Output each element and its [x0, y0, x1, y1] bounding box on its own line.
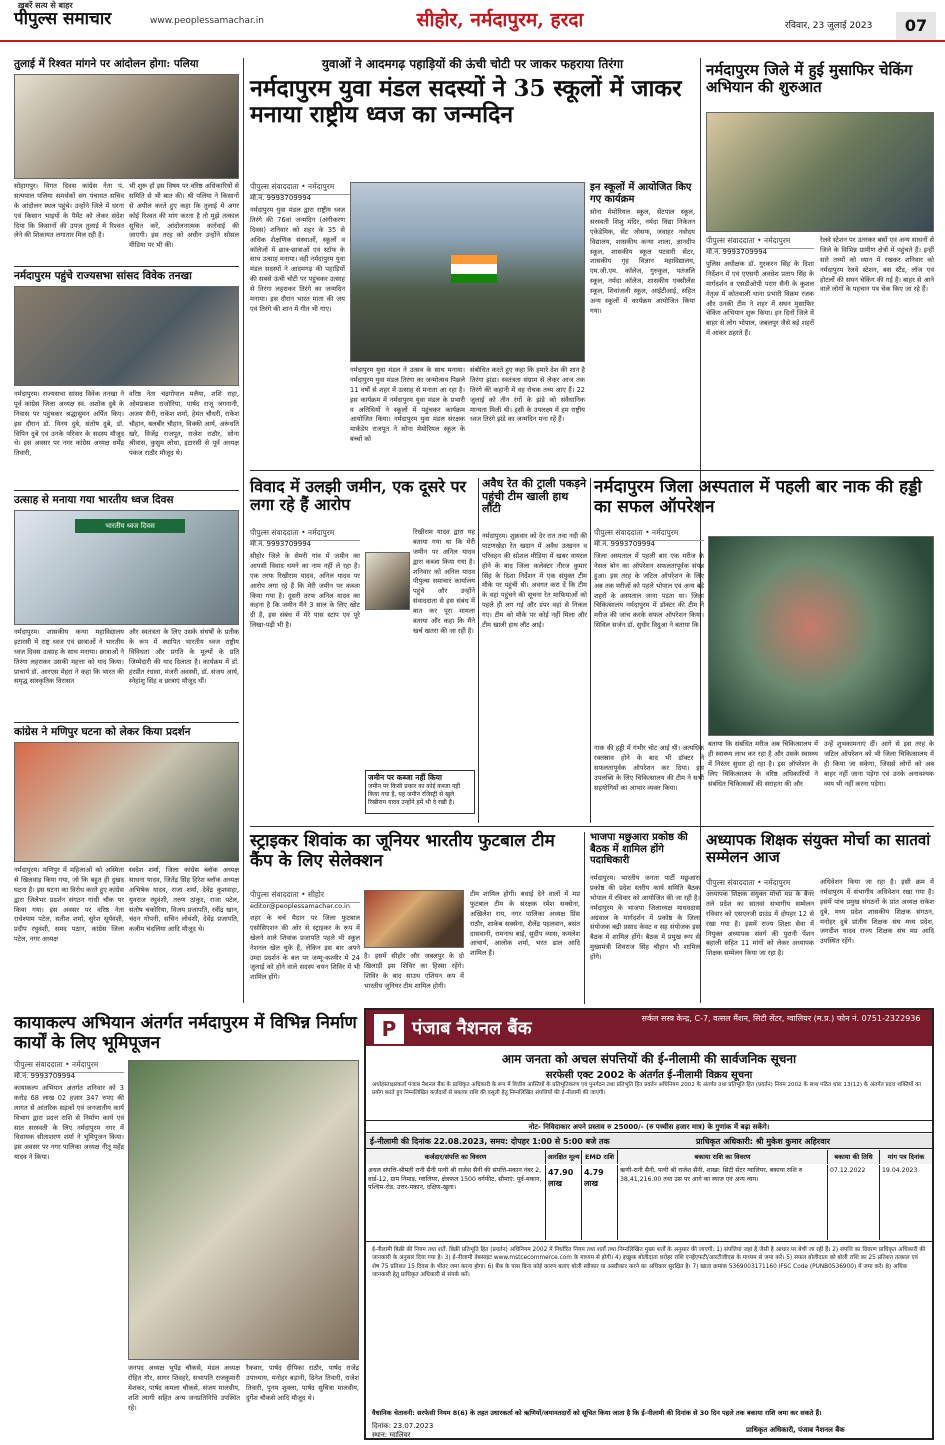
photo-bhoomipujan [128, 1060, 359, 1360]
table-cell: 07.12.2022 [828, 1165, 880, 1240]
teachers-story [706, 832, 934, 1004]
article-text: बताया कि संबंधित मरीज अब चिकित्सालय में ही स्वास्थ्य लाभ कर रहा है और उसके स्वास्थ्य में निरंतर सुधार हो रहा है। इस ऑपरेशन के लिए चिकित्सालय के वरिष्ठ अधिकारियों ने संबंधित चिकित्सकों की सराहना की और [708, 740, 818, 788]
article-text: रेलवे स्टेशन पर उतरकर बसों एवं अन्य साधनों से जिले के विभिन्न ग्रामीण क्षेत्रों में पहुंचते हैं। इन्हीं सारे तथ्यों को ध्यान में रखकर शनिवार को नर्मदापुरम रेलवे स्टेशन, बस स्टैंड, लॉज एवं होटलों की सघन चेकिंग की गई है। बाहर से आने वाले लोगों के पहचान पत्र चेक किए जा रहे हैं। [820, 236, 934, 294]
newspaper-logo: ख़बरें सत्य से बाहर पीपुल्स समाचार [14, 0, 112, 29]
article-text: उन्हें शुभकामनाएं दीं। आगे से इस तरह के जटिल ऑपरेशन को भी जिला चिकित्सालय में ही किया जा सकेगा, जिससे लोगों को अब बाहर नहीं जाना पड़ेगा एवं उनके अनावश्यक व्यय भी नहीं करना पड़ेगा। [824, 740, 934, 788]
section-title: सीहोर, नर्मदापुरम, हरदा [416, 9, 584, 31]
table-cell: 4.79 लाख [582, 1165, 618, 1240]
photo-operation [708, 536, 934, 736]
photo-flag-day [14, 510, 239, 625]
table-header: आरक्षित मूल्य [546, 1150, 582, 1164]
article-text: टीम शामिल होगी। बधाई देने वालों में मप्र फुटबाल टीम के संरक्षक रमेश सक्सेना, अखिलेश राय, नगर पालिका अध्यक्ष प्रिंस राठौर, शाकेब सक्सेना, शैलेंद्र पहलवान, बसंत दासवानी, रामनाथ बाई, सुदीप व्यास, कमलेश आचार्य, आलोक शर्मा, भरत ढाल आदि शामिल हैं। [470, 890, 580, 958]
pull-quote [365, 770, 475, 814]
hospital-story [594, 478, 934, 823]
article-text: भी शुरू हो इस विषय पर वरिष्ठ अधिकारियों से समिति से भी बात की। श्री पलिया ने किसानों से अपील करते हुए कहा कि तुलाई में अगर कोई रिश्वत की मांग करता है तो मुझे तत्काल सूचित करें, आंदोलनात्मक कार्रवाई की जाएगी। इस तरह को अधीन उन्होंने सोसल मीडिया पर भी की। [129, 182, 239, 250]
article-text: नर्मदापुरम। राज्यसभा सांसद विवेक तनखा ने पूर्व कांग्रेस जिला अध्यक्ष स्व. अशोक दुबे के निवास पर पहुंचकर श्रद्धासुमन अर्पित किए। इस दौरान डॉ. विनय दुबे, संतोष दुबे, डॉ. विपिन दुबे एवं उनके परिवार के सदस्य मौजूद थे। इस अवसर पर नगर कांग्रेस अध्यक्ष धर्मेंद्र तिवारी, [14, 390, 124, 458]
article-text: सीहोर जिले के सेमरी गांव में जमीन का आपसी विवाद थमने का नाम नहीं ले रहा है। एक तरफ रिखीराम यादव, अनिल यादव पर आरोप लगा रहे हैं कि मेरी जमीन पर कब्जा किया गया है। दूसरी तरफ अनिल यादव का कहना है कि जमीन मैंने 3 साल के लिए खोट दी है, इस संबंध में मेरे पास स्टांप एवं पूरे लिखा-पढ़ी भी है। [250, 552, 360, 630]
photo-checking [706, 112, 934, 232]
auction-date: ई-नीलामी की दिनांक 22.08.2023, समय: दोपहर 1:00 से 5:00 बजे तक [370, 1137, 610, 1146]
left-column [14, 58, 239, 1008]
column-rule [584, 832, 585, 1004]
ad-subtitle: सरफेसी एक्ट 2002 के अंतर्गत ई-नीलामी विक्रय सूचना [545, 1070, 753, 1081]
ad-notice: अधोहस्ताक्षरकर्ता पंजाब नैशनल बैंक के प्राधिकृत अधिकारी के रूप में वित्तीय आस्तियों के प्रतिभूतिकरण एवं पुनर्गठन तथा प्रतिभूति हित प्रवर्तन अधिनियम 2002 के अंतर्गत तथा प्रतिभूति हित (प्रवर्तन) नियम 2002 के साथ पठित धारा 13(12) के अंतर्गत प्रदत्त शक्तियों का प्रयोग करते हुए निम्नलिखित कर्जदारों से बकाया राशि की वसूली हेतु निम्नलिखित संपत्तियों की ई-नीलामी की जाएगी। [372, 1082, 921, 1096]
ad-title: आम जनता को अचल संपत्तियों की ई-नीलामी की सार्वजनिक सूचना [501, 1052, 797, 1066]
photo-tankha [14, 286, 239, 386]
photo-footballer [364, 890, 464, 948]
pull-quote-title: जमीन पर कब्जा नहीं किया [368, 773, 442, 782]
pnb-advertisement [364, 1008, 934, 1440]
bjp-story [590, 832, 700, 1004]
headline-sand: अवैध रेत की ट्राली पकड़ने पहुंची टीम खाली हाथ लौटी [482, 477, 587, 516]
headline-teachers: अध्यापक शिक्षक संयुक्त मोर्चा का सातवां सम्मेलन आज [706, 831, 931, 867]
table-cell: 47.90 लाख [546, 1165, 582, 1240]
byline: पीपुल्स संवाददाता • नर्मदापुरम [250, 528, 360, 541]
flag-icon [451, 255, 497, 283]
phone: मो.नं. 9993709994 [250, 540, 312, 548]
article-text: नर्मदापुरम। भारतीय जनता पार्टी मछुआरा प्रकोष्ठ की प्रदेश स्तरीय कार्य समिति बैठक भोपाल में रविवार को आयोजित की जा रही है। नर्मदापुरम के भाजपा जिलाध्यक्ष माधवदास अग्रवाल के मार्गदर्शन में प्रकोष्ठ के जिला संयोजक बद्री प्रसाद केवट व सह संयोजक इस बैठक में शामिल होंगे। बैठक में प्रमुख रूप से मुख्यमंत्री शिवराज सिंह चौहान भी शामिल होंगे। [590, 874, 700, 962]
divider [14, 722, 239, 723]
article-text: नर्मदापुरम। मणिपुर में महिलाओं को अस्मिता से खिलवाड़ किया गया, जो कि बहुत ही दुखद घटना है। इस घटना का विरोध करते हुए कांग्रेस द्वारा जिलेभर प्रदर्शन संगठन गांधी चौक पर किया गया। इस अवसर पर वरिष्ठ नेता राधेश्याम पटेल, सतीश शर्मा, सुरेश सूर्यवंशी, प्रदीप रघुवंशी, समद पठान, कांग्रेस जिला पटेल, नगर अध्यक्ष [14, 866, 124, 944]
sign-place: स्थान: ग्वालियर [372, 1431, 411, 1439]
article-text: रिखीराम यादव द्वारा यह बताया गया था कि मेरी जमीन पर अनिल यादव द्वारा कब्जा किया गया है। शनिवार को अनिल यादव पीपुल्स समाचार कार्यालय पहुंचे और उन्होंने संवाददाता से इस संबंध में बात कर पूरा मामला बताया और कहा कि मैंने खर्च खतरा की जा रही है। [413, 528, 475, 635]
headline-kayakalp: कायाकल्प अभियान अंतर्गत नर्मदापुरम में विभिन्न निर्माण कार्यों के लिए भूमिपूजन [14, 1013, 357, 1053]
ad-auction-strip [366, 1134, 932, 1149]
musafir-story [706, 58, 934, 468]
divider [250, 470, 934, 471]
bank-name: पंजाब नैशनल बैंक [412, 1018, 532, 1039]
land-dispute-story [250, 478, 475, 818]
article-text: है। इसमें सीहोर और जबलपुर के दो खिलाड़ी इस शिविर का हिस्सा रहेंगे। शिविर के बाद साउथ एशियन कप में भारतीय जूनियर टीम शामिल होगी। [364, 952, 464, 990]
article-text: नर्मदापुरम। शुक्रवार को देर रात तवा नदी की पाटणखेड़ा रेत खदान में अवैध उत्खनन व परिवहन की सोशल मीडिया में खबर वायरल होने के बाद जिला कलेक्टर नीरज कुमार सिंह के दिशा निर्देशन में एक संयुक्त टीम मौके पर पहुंची थी। अवगत करा दें कि टीम के वहां पहुंचने की सूचना रेत माफियाओं को पहले ही लग गई और डंपर वहां से निकल गए। टीम को मौके पर कोई नहीं मिला और टीम खाली हाथ लौट आई। [482, 532, 587, 630]
headline-bjp: भाजपा मछुआरा प्रकोष्ठ की बैठक में शामिल होंगे पदाधिकारी [590, 832, 688, 866]
table-header: EMD राशि [582, 1150, 618, 1164]
photo-manipur [14, 742, 239, 862]
byline: पीपुल्स संवाददाता • नर्मदापुरम [250, 182, 450, 195]
article-text: शहर के चर्च मैदान पर जिला फुटबाल एसोसिएशन की ओर से स्ट्राइकर के रूप में खेलने वाले शिवांक प्रजापति पहले भी स्कूल नेशनल खेल चुके हैं, लेकिन इस बार अपने उम्दा प्रदर्शन के बल पर जम्मू-कश्मीर में 24 जुलाई को होने वाले सदस्य चयन शिविर में भी शामिल होंगे। [250, 914, 360, 982]
photo-students-flag [350, 182, 585, 362]
schools-list-title: इन स्कूलों में आयोजित किए गए कार्यक्रम [590, 182, 692, 205]
kayakalp-story [14, 1008, 359, 1440]
table-header: मांग पत्र दिनांक [880, 1150, 932, 1164]
phone: मो.नं. 9993709994 [250, 194, 312, 202]
article-text: सोहागपुर। विगत दिवस कांग्रेस नेता पं. सत्यपाल पलिया समर्थकों संग पंचायत सचिव के आंदोलन स्थल पहुंचे। उन्होंने जिले में धरना एवं किसान भाइयों के पैमेंट को लेकर संदेश दिया कि किसानों की उपज तुलाई में रिश्वत लेने की शिकायत लगातार मिल रही है। [14, 182, 124, 240]
pull-quote-text: जमीन पर किसी प्रकार का कोई कब्जा नहीं किया गया है, यह जमीन रजिस्ट्री से खुले रिखीराम यादव उन्होंने हमें भी दे रखी है। [368, 783, 461, 806]
table-cell: ऋणी-रानी सैनी, पत्नी श्री राजेश सैनी, शाखा: सिटी सेंटर ग्वालियर, बकाया राशि रु 38,41,216.00 तथा उस पर आगे का ब्याज एवं अन्य व्यय। [618, 1165, 828, 1240]
table-header: बकाया राशि का विवरण [618, 1150, 828, 1164]
article-text: नर्मदापुरम युवा मंडल ने उत्सव के साथ मनाया। नर्मदापुरम युवा मंडल तिरंगा का जन्मोत्सव पिछले 11 वर्षों से शहर में उत्साह से मनाता आ रहा है। इस कार्यक्रम में नर्मदापुरम युवा मंडल के प्रभारी व अतिथियों ने स्कूलों में पहुंचकर कार्यक्रम आयोजित किया। नर्मदापुरम युवा मंडल संरक्षक मार्कंडेय राजपूत ने सोना मेमोरियल स्कूल के बच्चों को [350, 366, 465, 444]
phone: मो.नं. 9993709994 [594, 540, 656, 548]
signatory: प्राधिकृत अधिकारी, पंजाब नैशनल बैंक [746, 1426, 845, 1434]
headline-musafir: नर्मदापुरम जिले में हुई मुसाफिर चेकिंग अभियान की शुरुआत [706, 61, 913, 97]
headline-tankha: नर्मदापुरम पहुंचे राज्यसभा सांसद विवेक तनखा [14, 270, 192, 282]
column-rule [243, 58, 244, 1003]
article-text: नाक की हड्डी में गंभीर चोट आई थी। अत्यधिक रक्तस्राव होने के बाद भी डॉक्टर ने सफलतापूर्वक ऑपरेशन कर दिया। इस उपलब्धि के लिए चिकित्सालय की टीम ने सभी सहयोगियों का आभार व्यक्त किया। [594, 744, 704, 792]
article-text: और स्वतंत्रता के लिए उसके संघर्षों के प्रतीक के रूप में स्थापित भारतीय ध्वज राष्ट्रीय विविधता और प्रगति के मूल्यों के प्रति जिम्मेदारी की याद दिलाता है। कार्यक्रम में डॉ. हरप्रीत रंधावा, मंजरी अवस्थी, डॉ. संजय आर्य, स्नेहांशु सिंह व छात्राएं मौजूद थीं। [129, 628, 239, 686]
headline-sports: स्ट्राइकर शिवांक का जूनियर भारतीय फुटबाल टीम कैंप के लिए सेलेक्शन [250, 831, 555, 871]
masthead [0, 0, 945, 42]
article-text: नर्मदापुरम। शासकीय कन्या महाविद्यालय इटारसी में राष्ट्र ध्वज एवं छात्राओं ने भारतीय ध्वज दिवस उत्साह के साथ मनाया। छात्राओं ने तिरंगा लहराकर उसकी महत्ता को याद किया। प्राचार्य डॉ. आरएस मेहरा ने कहा कि भारत की समृद्ध सांस्कृतिक विरासत [14, 628, 124, 686]
ad-terms: ई-नीलामी बिक्री की नियम तथा शर्तें: बिक्री प्रतिभूति हित (प्रवर्तन) अधिनियम 2002 में निर्धारित नियम तथा शर्तों तथा निम्नलिखित मुख्य शर्तों के अनुसार की जाएगी: 1) संपत्तियां जहां है जैसी है आधार पर बेची जा रही हैं। 2) संपत्ति का विवरण प्राधिकृत अधिकारी की जानकारी के अनुसार दिया गया है। 3) ई-नीलामी वेबसाइट www.mstcecommerce.com के माध्यम से होगी। 4) इच्छुक बोलीदाता धरोहर राशि एनईएफटी/आरटीजीएस के माध्यम से जमा करें। 5) सफल बोलीदाता को बोली राशि का 25 प्रतिशत तत्काल एवं शेष 75 प्रतिशत 15 दिवस के भीतर जमा करना होगा। 6) बैंक के पास बिना कोई कारण बताए बोली स्वीकार या अस्वीकार करने का अधिकार सुरक्षित है। 7) खाता क्रमांक 5369003171160 IFSC Code (PUNB0536900) में जमा करें। 8) अधिक जानकारी हेतु प्राधिकृत अधिकारी से संपर्क करें। [372, 1247, 926, 1279]
article-text: जिला अस्पताल में पहली बार एक मरीज के नेसल बोन का ऑपरेशन सफलतापूर्वक संपन्न हुआ। इस तरह के जटिल ऑपरेशन के लिए अब तक मरीजों को पहले भोपाल एवं अन्य बड़े शहरों के अस्पताल जाना पड़ता था। जिला चिकित्सालय नर्मदापुरम में डॉक्टर की टीम ने मरीज की जांच करके सफल ऑपरेशन किया। सिविल सर्जन डॉ. सुधीर विदुआ ने बताया कि [594, 552, 704, 630]
headline-land: विवाद में उलझी जमीन, एक दूसरे पर लगा रहे हैं आरोप [250, 477, 467, 515]
table-cell: 19.04.2023 [882, 1167, 918, 1174]
banner: भारतीय ध्वज दिवस [75, 519, 185, 533]
auth-officer: प्राधिकृत अधिकारी: श्री मुकेश कुमार अहिरवार [696, 1137, 830, 1146]
kicker: युवाओं ने आदमगढ़ पहाड़ियों की ऊंची चोटी पर जाकर फहराया तिरंगा [321, 57, 624, 71]
article-text: संबोधित करते हुए कहा कि हमारे देश की शान है तिरंगा झंडा। स्वतंत्रता संग्राम से लेकर आज तक तिरंगे की कहानी में वह रोचक तथ्य आए हैं। 22 जुलाई को तीन रंगों के झंडे को संवैधानिक मान्यता मिली थी। इसी के उपलक्ष्य में हम राष्ट्रीय ध्वज तिरंगे झंडे का जन्मदिन मना रहे हैं। [470, 366, 585, 424]
page-number: 07 [896, 12, 936, 40]
article-text: जनपद अध्यक्ष भूपेंद्र चौकसे, मंडल अध्यक्ष रोहित गौर, सागर शिवहरे, सभापति राजकुमारी मेशकर, पार्षद कमला चौकसे, संजय मालवीय, शशि त्यागी सहित अन्य जनप्रतिनिधि उपस्थित रहे। [128, 1364, 240, 1412]
byline: पीपुल्स संवाददाता • नर्मदापुरम [594, 528, 704, 541]
divider [14, 266, 239, 267]
schools-list: सोना मेमोरियल स्कूल, सेंटपाल स्कूल, सरस्वती शिशु मंदिर, नर्मदा विद्या निकेतन एकेडेमिक, सेंट जोसफ, जवाहर नवोदय विद्यालय, शासकीय कन्या शाला, ज्ञानदीप स्कूल, शासकीय स्कूल पटवारी सेंटर, शासकीय गृह विज्ञान महाविद्यालय, एम.जी.एम. कॉलेज, गुरुकुल, पतंजलि स्कूल, नर्मदा कॉलेज, शासकीय एक्सीलेंस स्कूल, शिवांजली स्कूल, आईटीआई, सहित अन्य स्कूलों में कार्यक्रम आयोजित किया गया। [590, 208, 695, 315]
byline: पीपुल्स संवाददाता • नर्मदापुरम [706, 878, 814, 891]
issue-date: रविवार, 23 जुलाई 2023 [785, 21, 873, 31]
divider [14, 490, 239, 491]
sports-story [250, 832, 580, 1004]
divider [250, 826, 934, 827]
article-text: रैकवार, पार्षद दीपिका राठौर, पार्षद राजेंद्र उपाध्याय, मनोहर बड़ानी, दिनेश तिवारी, राजेश तिवारी, पूनम शुक्ला, पार्षद सुचित्रा मालवीय, दुर्गेश चौकसे आदि मौजूद थे। [246, 1364, 359, 1402]
article-text: अधिवेशन किया जा रहा है। इसी क्रम में नर्मदापुरम में संभागीय अधिवेशन रखा गया है। इसमें पांच प्रमुख संगठनों के प्रांत अध्यक्ष राकेश दुबे, मध्य प्रदेश शासकीय शिक्षक संगठन, मनोहर दुबे प्रांतीय शिक्षक संघ मध्य प्रदेश, जगदीश यादव राज्य शिक्षक संघ मप्र आदि उपस्थित रहेंगे। [820, 878, 934, 946]
photo-protest [14, 74, 239, 179]
article-text: पुलिस अधीक्षक डॉ. गुरकरन सिंह के दिशा निर्देशन में एवं एएसपी अवधेश प्रताप सिंह के मार्गदर्शन व एसडीओपी पराग सैनी के कुशल नेतृत्व में कोतवाली थाना प्रभारी विक्रम रजक और उनकी टीम ने शहर में सघन मुसाफिर चेकिंग अभियान शुरू किया। इन दिनों जिले में बाहर से लोग भोपाल, जबलपुर जैसे बड़े शहरों में आकर ठहरते हैं। [706, 260, 814, 338]
ad-deposit-note: नोट- निविदाकार अपने प्रस्ताव रु 25000/- (रु पच्चीस हजार मात्र) के गुणांक में बढ़ा सकेंगे। [366, 1120, 932, 1133]
headline-flag-day: उत्साह से मनाया गया भारतीय ध्वज दिवस [14, 494, 174, 506]
byline: पीपुल्स संवाददाता • सीहोर [250, 890, 360, 903]
article-text: नर्मदापुरम युवा मंडल द्वारा राष्ट्रीय ध्वज तिरंगे की 76वां जन्मदिन (अंगीकरण दिवस) शनिवार को शहर के 35 से अधिक शैक्षणिक संस्थाओं, स्कूलों व कॉलेजों में छात्र-छात्राओं एवं स्टॉफ के साथ उत्साह मनाया। वहीं नर्मदापुरम युवा मंडल सदस्यों ने आदमगढ़ की पहाड़ियों की सबसे ऊंची चोटी पर पहुंचकर उत्साह से तिरंगा लहराकर तिरंगे का जन्मदिन मनाया। इस दौरान भारत माता की जय एवं तिरंगे की शान में गीत भी गाए। [250, 206, 345, 313]
auction-table [366, 1150, 932, 1242]
table-header: बकाया की तिथि [828, 1150, 880, 1164]
lead-headline: नर्मदापुरम युवा मंडल सदस्यों ने 35 स्कूलों में जाकर मनाया राष्ट्रीय ध्वज का जन्मदिन [250, 75, 682, 129]
article-text: स्वदेश शर्मा, जिला कांग्रेस ब्लॉक अध्यक्ष साधना यादव, जितेंद्र सिंह हिरेश ब्लॉक अध्यक्ष अभिषेक यादव, राजा शर्मा, देवेंद्र कुशवाहा, युवराज रघुवंशी, तरुण ठाकुर, राजा पटेल, संतोष चकोरिया, विजय प्रजापति, रवींद्र खान, चंदन गोपनी, सचिन लोवंशी, देवेंद्र प्रजापति, कलीम चंदलिया आदि मौजूद थे। [129, 866, 239, 934]
phone: मो.नं. 9993709994 [14, 1072, 76, 1080]
column-rule [590, 478, 591, 823]
byline: पीपुल्स संवाददाता • नर्मदापुरम [706, 236, 814, 249]
article-text: वरिष्ठ नेता चंद्रगोपाल मलैया, शशि राहा, ओमप्रकाश राजोरिया, पार्षद राजू जगनानी, अजय सैनी, राकेश शर्मा, हेमंत चौधरी, राकेश चौहान, बलबीर चौहान, विक्की आर्य, अरूंधति खरे, विजेंद्र राजपूत, राजेश राठौर, सोना श्रीवास, कुसुम लोधा, इटारसी से पूर्व अध्यक्ष पंकज राठौर मौजूद थे। [129, 390, 239, 458]
lead-story [250, 58, 695, 468]
article-text: अध्यापक शिक्षक संयुक्त मोर्चा मप्र के बैनर तले प्रदेश का सातवां संभागीय सम्मेलन रविवार को एसएनजी ग्राउंड में दोपहर 12 से रखा गया है। इसमें राज्य शिक्षा सेवा में नियुक्त अध्यापक संवर्ग की पुरानी पेंशन बहाली सहित 11 मांगों को लेकर अध्यापक शिक्षक सम्मेलन किया जा रहा है। [706, 890, 814, 958]
headline-manipur: कांग्रेस ने मणिपुर घटना को लेकर किया प्रदर्शन [14, 726, 191, 738]
phone: मो.नं. 9993709994 [706, 248, 768, 256]
sign-date: दिनांक: 23.07.2023 [372, 1422, 434, 1430]
headline-hospital: नर्मदापुरम जिला अस्पताल में पहली बार नाक की हड्डी का सफल ऑपरेशन [594, 477, 922, 517]
website-url: www.peoplessamachar.in [150, 16, 264, 26]
headline-bribe: तुलाई में रिश्वत मांगने पर आंदोलन होगा: पलिया [14, 58, 199, 70]
byline: पीपुल्स संवाददाता • नर्मदापुरम [14, 1060, 124, 1073]
table-cell: अचल संपत्ति-श्रीमती रानी सैनी पत्नी श्री राजेश सैनी की संपत्ति-मकान नंबर 2, वार्ड-12, ग्राम निमाड़, ग्वालियर, क्षेत्रफल 1500 वर्गफीट, सीमाएं: पूर्व-मकान, पश्चिम-रोड, उत्तर-मकान, दक्षिण-खुला। [366, 1165, 546, 1240]
ad-footer: वैधानिक चेतावनी: सरफेसी नियम 8(6) के तहत उधारकर्ता को ऋणियों/जमानतदारों को सूचित किया जाता है कि ई-नीलामी की दिनांक से 30 दिन पहले तक बकाया राशि जमा कर सकते हैं। [372, 1409, 822, 1417]
article-text: कायाकल्प अभियान अंतर्गत शनिवार को 3 करोड़ 68 लाख 02 हजार 347 रुपए की लागत से आंतरिक सड़कों एवं जनजातीय कार्य विभाग द्वारा प्रदत्त राशि से निर्माण कार्य एवं सात सरस्वती के लिए नर्मदापुरम नगर में विधायक सीताशरण शर्मा ने भूमिपूजन किया। इस अवसर पर नगर पालिका अध्यक्ष नीतू महेंद्र यादव ने किया। [14, 1084, 124, 1162]
email: editor@peoplessamachar.co.in [250, 902, 350, 910]
bank-address: सर्कल सस्त्र केन्द्र, C-7, वत्सल मैंशन, सिटी सेंटर, ग्वालियर (म.प्र.) फोन नं. 0751-2322936 [641, 1014, 921, 1023]
pnb-logo-icon: P [374, 1014, 404, 1044]
column-rule [478, 478, 479, 823]
sand-trolley-story [482, 478, 587, 818]
ad-header [366, 1010, 932, 1046]
table-header: कर्जदार/संपत्ति का विवरण [366, 1150, 546, 1164]
